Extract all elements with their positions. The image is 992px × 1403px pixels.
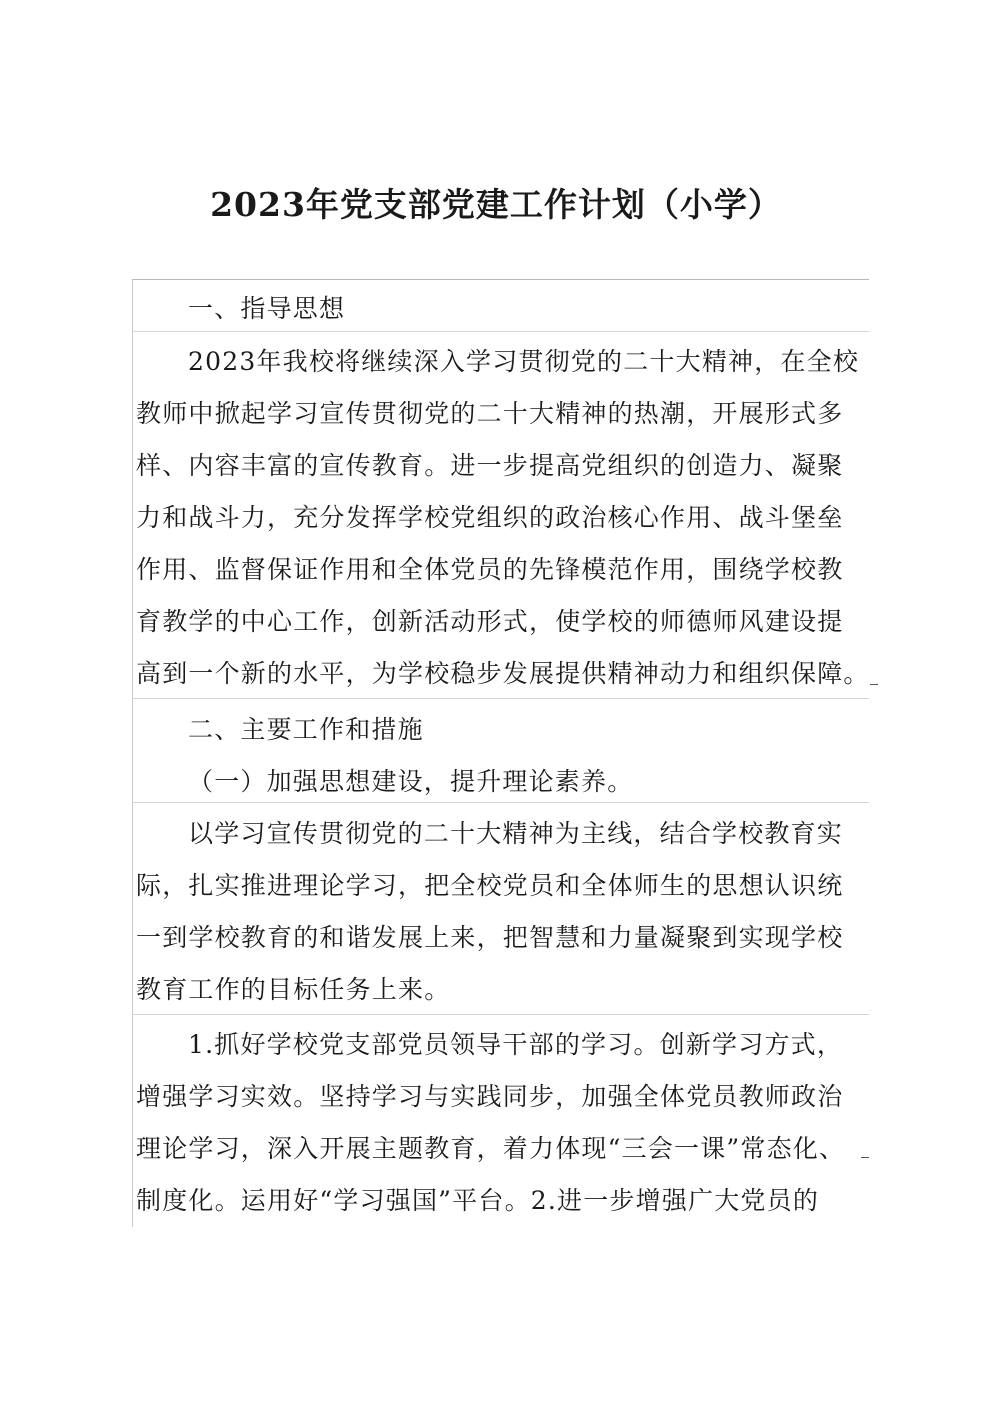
paragraph-line: 增强学习实效。坚持学习与实践同步，加强全体党员教师政治 bbox=[136, 1082, 844, 1111]
paragraph-main-line bbox=[136, 808, 866, 1016]
paragraph-line: 作用、监督保证作用和全体党员的先锋模范作用，围绕学校教 bbox=[136, 555, 844, 584]
section-heading-guiding-ideology: 一、指导思想 bbox=[188, 294, 346, 323]
paragraph-line: 高到一个新的水平，为学校稳步发展提供精神动力和组织保障。 bbox=[136, 659, 870, 688]
subsection-heading-ideological-building: （一）加强思想建设，提升理论素养。 bbox=[188, 767, 634, 796]
paragraph-line: 一到学校教育的和谐发展上来，把智慧和力量凝聚到实现学校 bbox=[136, 923, 844, 952]
paragraph-line: 理论学习，深入开展主题教育，着力体现“三会一课”常态化、 bbox=[136, 1134, 846, 1163]
paragraph-line: 教师中掀起学习宣传贯彻党的二十大精神的热潮，开展形式多 bbox=[136, 399, 844, 428]
paragraph-line: 际，扎实推进理论学习，把全校党员和全体师生的思想认识统 bbox=[136, 871, 844, 900]
paragraph-line: 力和战斗力，充分发挥学校党组织的政治核心作用、战斗堡垒 bbox=[136, 503, 844, 532]
document-title: 2023年党支部党建工作计划（小学） bbox=[210, 185, 782, 224]
frame-top-rule bbox=[132, 279, 869, 280]
section-heading-main-work: 二、主要工作和措施 bbox=[188, 715, 424, 744]
paragraph-mark bbox=[870, 684, 878, 685]
paragraph-line: 样、内容丰富的宣传教育。进一步提高党组织的创造力、凝聚 bbox=[136, 451, 844, 480]
paragraph-item-1 bbox=[136, 1019, 866, 1227]
paragraph-guiding-ideology bbox=[136, 336, 870, 700]
paragraph-line: 育教学的中心工作，创新活动形式，使学校的师德师风建设提 bbox=[136, 607, 844, 636]
paragraph-line: 2023年我校将继续深入学习贯彻党的二十大精神，在全校 bbox=[188, 347, 860, 376]
paragraph-line: 1.抓好学校党支部党员领导干部的学习。创新学习方式， bbox=[188, 1030, 844, 1059]
paragraph-line: 制度化。运用好“学习强国”平台。2.进一步增强广大党员的 bbox=[136, 1186, 820, 1215]
paragraph-mark bbox=[861, 1157, 869, 1158]
paragraph-line: 以学习宣传贯彻党的二十大精神为主线，结合学校教育实 bbox=[188, 819, 844, 848]
paragraph-line: 教育工作的目标任务上来。 bbox=[136, 975, 451, 1004]
